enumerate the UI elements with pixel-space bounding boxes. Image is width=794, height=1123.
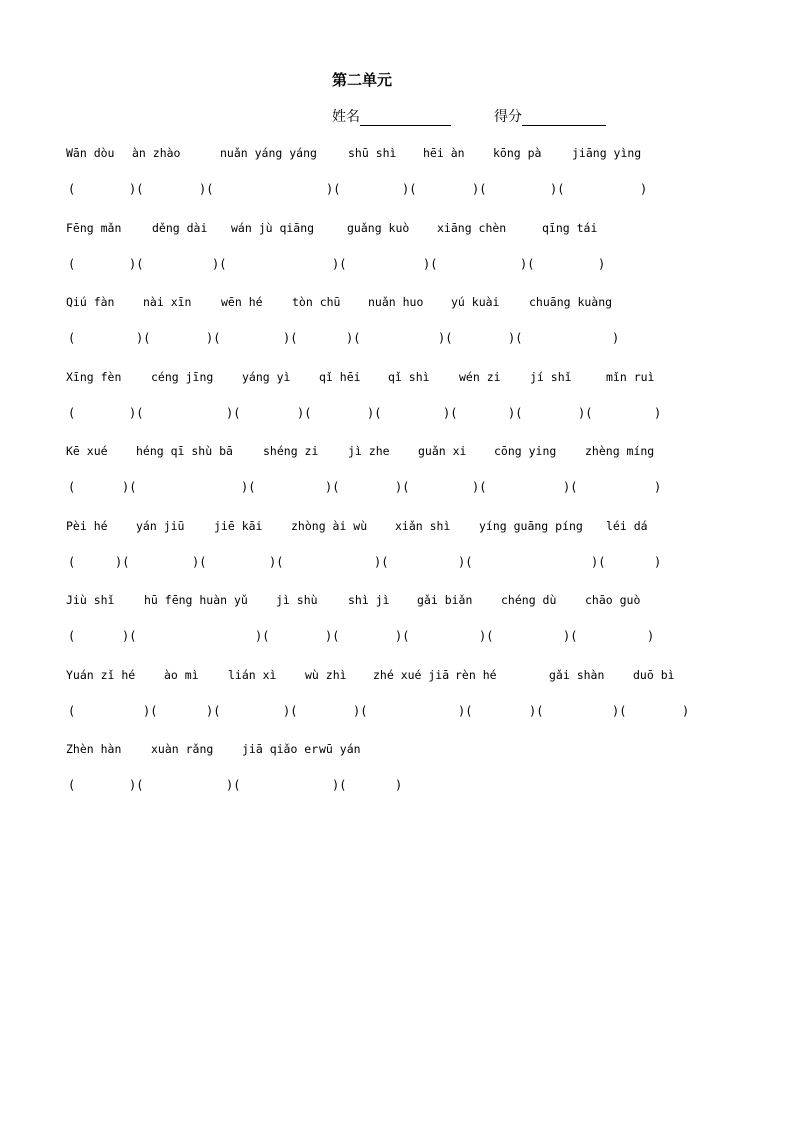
answer-bracket: ( [68, 480, 76, 494]
answer-bracket: )( [563, 629, 578, 643]
pinyin-word: jiē kāi [214, 519, 263, 533]
pinyin-word: Zhèn hàn [66, 742, 122, 756]
answer-bracket: ) [395, 778, 403, 792]
answer-bracket: )( [129, 257, 144, 271]
answer-bracket: ( [68, 331, 76, 345]
pinyin-word: qīng tái [542, 221, 598, 235]
answer-bracket: )( [122, 629, 137, 643]
answer-bracket: )( [325, 629, 340, 643]
score-label: 得分 [494, 109, 522, 125]
answer-bracket: )( [508, 331, 523, 345]
answer-bracket: )( [136, 331, 151, 345]
pinyin-word: shéng zi [263, 444, 319, 458]
pinyin-word: mǐn ruì [606, 370, 655, 384]
pinyin-word: chāo guò [585, 593, 641, 607]
answer-bracket: )( [353, 704, 368, 718]
answer-bracket: ( [68, 182, 76, 196]
answer-bracket: )( [529, 704, 544, 718]
pinyin-word: jì zhe [348, 444, 390, 458]
pinyin-word: nuǎn huo [368, 295, 424, 309]
answer-bracket: )( [129, 406, 144, 420]
name-field [332, 106, 451, 126]
answer-bracket: ) [640, 182, 648, 196]
answer-bracket: )( [283, 704, 298, 718]
answer-bracket: ( [68, 629, 76, 643]
pinyin-word: shì jì [348, 593, 390, 607]
answer-bracket: )( [129, 778, 144, 792]
answer-bracket: )( [269, 555, 284, 569]
pinyin-word: jì shù [276, 593, 318, 607]
answer-bracket: ) [598, 257, 606, 271]
pinyin-word: yíng guāng píng [479, 519, 583, 533]
pinyin-word: cōng ying [494, 444, 557, 458]
answer-bracket: )( [458, 704, 473, 718]
answer-bracket: )( [578, 406, 593, 420]
answer-bracket: )( [192, 555, 207, 569]
pinyin-word: céng jīng [151, 370, 214, 384]
pinyin-word: àn zhào [132, 146, 181, 160]
answer-bracket: )( [241, 480, 256, 494]
answer-bracket: )( [374, 555, 389, 569]
answer-bracket-row[interactable] [0, 182, 794, 200]
pinyin-word: wén zi [459, 370, 501, 384]
pinyin-word: yú kuài [451, 295, 500, 309]
pinyin-word: xiǎn shì [395, 519, 451, 533]
pinyin-word: děng dài [152, 221, 208, 235]
answer-bracket: )( [332, 257, 347, 271]
page-title: 第二单元 [332, 71, 393, 89]
pinyin-word: Xīng fèn [66, 370, 122, 384]
answer-bracket: )( [283, 331, 298, 345]
answer-bracket: )( [550, 182, 565, 196]
answer-bracket: )( [255, 629, 270, 643]
pinyin-word: léi dá [606, 519, 648, 533]
pinyin-word: zhé xué jiā [373, 668, 450, 682]
answer-bracket: )( [458, 555, 473, 569]
answer-bracket: )( [479, 629, 494, 643]
name-label: 姓名 [332, 109, 360, 125]
score-blank-line[interactable] [522, 111, 606, 126]
pinyin-word: Qiú fàn [66, 295, 115, 309]
pinyin-word: yáng yì [242, 370, 291, 384]
score-field [494, 106, 606, 126]
pinyin-word: qǐ hēi [319, 370, 361, 384]
pinyin-word: shū shì [348, 146, 397, 160]
answer-bracket: )( [520, 257, 535, 271]
pinyin-word: Fēng mǎn [66, 221, 122, 235]
pinyin-word: yán jiū [136, 519, 185, 533]
answer-bracket: )( [402, 182, 417, 196]
pinyin-word: nuǎn yáng yáng [220, 146, 317, 160]
answer-bracket: )( [115, 555, 130, 569]
answer-bracket-row[interactable] [0, 480, 794, 498]
answer-bracket: )( [332, 778, 347, 792]
answer-bracket-row[interactable] [0, 555, 794, 573]
pinyin-word: hēi àn [423, 146, 465, 160]
answer-bracket: )( [395, 629, 410, 643]
answer-bracket: )( [212, 257, 227, 271]
answer-bracket: ( [68, 555, 76, 569]
pinyin-word: qǐ shì [388, 370, 430, 384]
answer-bracket: )( [199, 182, 214, 196]
pinyin-word: zhòng ài wù [291, 519, 368, 533]
answer-bracket: )( [443, 406, 458, 420]
answer-bracket: ( [68, 257, 76, 271]
answer-bracket: )( [226, 778, 241, 792]
pinyin-word: Jiù shǐ [66, 593, 115, 607]
pinyin-word: rèn hé [455, 668, 497, 682]
answer-bracket: ) [654, 555, 662, 569]
answer-bracket: )( [563, 480, 578, 494]
pinyin-word: xuàn rǎng [151, 742, 214, 756]
pinyin-word: guǎng kuò [347, 221, 410, 235]
pinyin-word: ào mì [164, 668, 199, 682]
answer-bracket: )( [326, 182, 341, 196]
pinyin-word: Pèi hé [66, 519, 108, 533]
answer-bracket-row[interactable] [0, 629, 794, 647]
answer-bracket-row[interactable] [0, 406, 794, 424]
answer-bracket-row[interactable] [0, 778, 794, 796]
pinyin-word: kōng pà [493, 146, 542, 160]
answer-bracket: )( [367, 406, 382, 420]
answer-bracket: )( [129, 182, 144, 196]
pinyin-word: wù zhì [305, 668, 347, 682]
pinyin-word: lián xì [228, 668, 277, 682]
pinyin-word: duō bì [633, 668, 675, 682]
answer-bracket: ) [682, 704, 690, 718]
pinyin-word: xiāng chèn [437, 221, 507, 235]
answer-bracket: )( [297, 406, 312, 420]
pinyin-word: zhèng míng [585, 444, 655, 458]
pinyin-word: wū yán [319, 742, 361, 756]
answer-bracket: )( [423, 257, 438, 271]
pinyin-word: jí shǐ [530, 370, 572, 384]
pinyin-word: gǎi biǎn [417, 593, 473, 607]
answer-bracket: ( [68, 704, 76, 718]
answer-bracket-row[interactable] [0, 331, 794, 349]
answer-bracket: )( [591, 555, 606, 569]
answer-bracket-row[interactable] [0, 704, 794, 722]
answer-bracket: )( [325, 480, 340, 494]
pinyin-word: gǎi shàn [549, 668, 605, 682]
pinyin-word: hū fēng huàn yǔ [144, 593, 248, 607]
answer-bracket: ) [654, 406, 662, 420]
answer-bracket: ) [654, 480, 662, 494]
answer-bracket: )( [346, 331, 361, 345]
pinyin-word: guǎn xi [418, 444, 467, 458]
answer-bracket: ( [68, 406, 76, 420]
pinyin-word: Yuán zǐ hé [66, 668, 136, 682]
answer-bracket: )( [122, 480, 137, 494]
pinyin-word: Wān dòu [66, 146, 115, 160]
pinyin-word: nài xīn [143, 295, 192, 309]
pinyin-word: jiāng yìng [572, 146, 642, 160]
pinyin-word: héng qī shù bā [136, 444, 233, 458]
answer-bracket: )( [206, 331, 221, 345]
answer-bracket: )( [395, 480, 410, 494]
pinyin-word: wēn hé [221, 295, 263, 309]
name-blank-line[interactable] [360, 111, 451, 126]
answer-bracket-row[interactable] [0, 257, 794, 275]
answer-bracket: )( [143, 704, 158, 718]
answer-bracket: )( [206, 704, 221, 718]
answer-bracket: )( [226, 406, 241, 420]
answer-bracket: ) [612, 331, 620, 345]
answer-bracket: )( [612, 704, 627, 718]
pinyin-word: chéng dù [501, 593, 557, 607]
answer-bracket: )( [472, 182, 487, 196]
pinyin-word: tòn chū [292, 295, 341, 309]
pinyin-word: jiā qiǎo er [242, 742, 319, 756]
pinyin-word: chuāng kuàng [529, 295, 613, 309]
pinyin-word: wán jù qiāng [231, 221, 315, 235]
answer-bracket: )( [508, 406, 523, 420]
answer-bracket: )( [472, 480, 487, 494]
answer-bracket: ) [647, 629, 655, 643]
answer-bracket: ( [68, 778, 76, 792]
pinyin-word: Kē xué [66, 444, 108, 458]
answer-bracket: )( [438, 331, 453, 345]
